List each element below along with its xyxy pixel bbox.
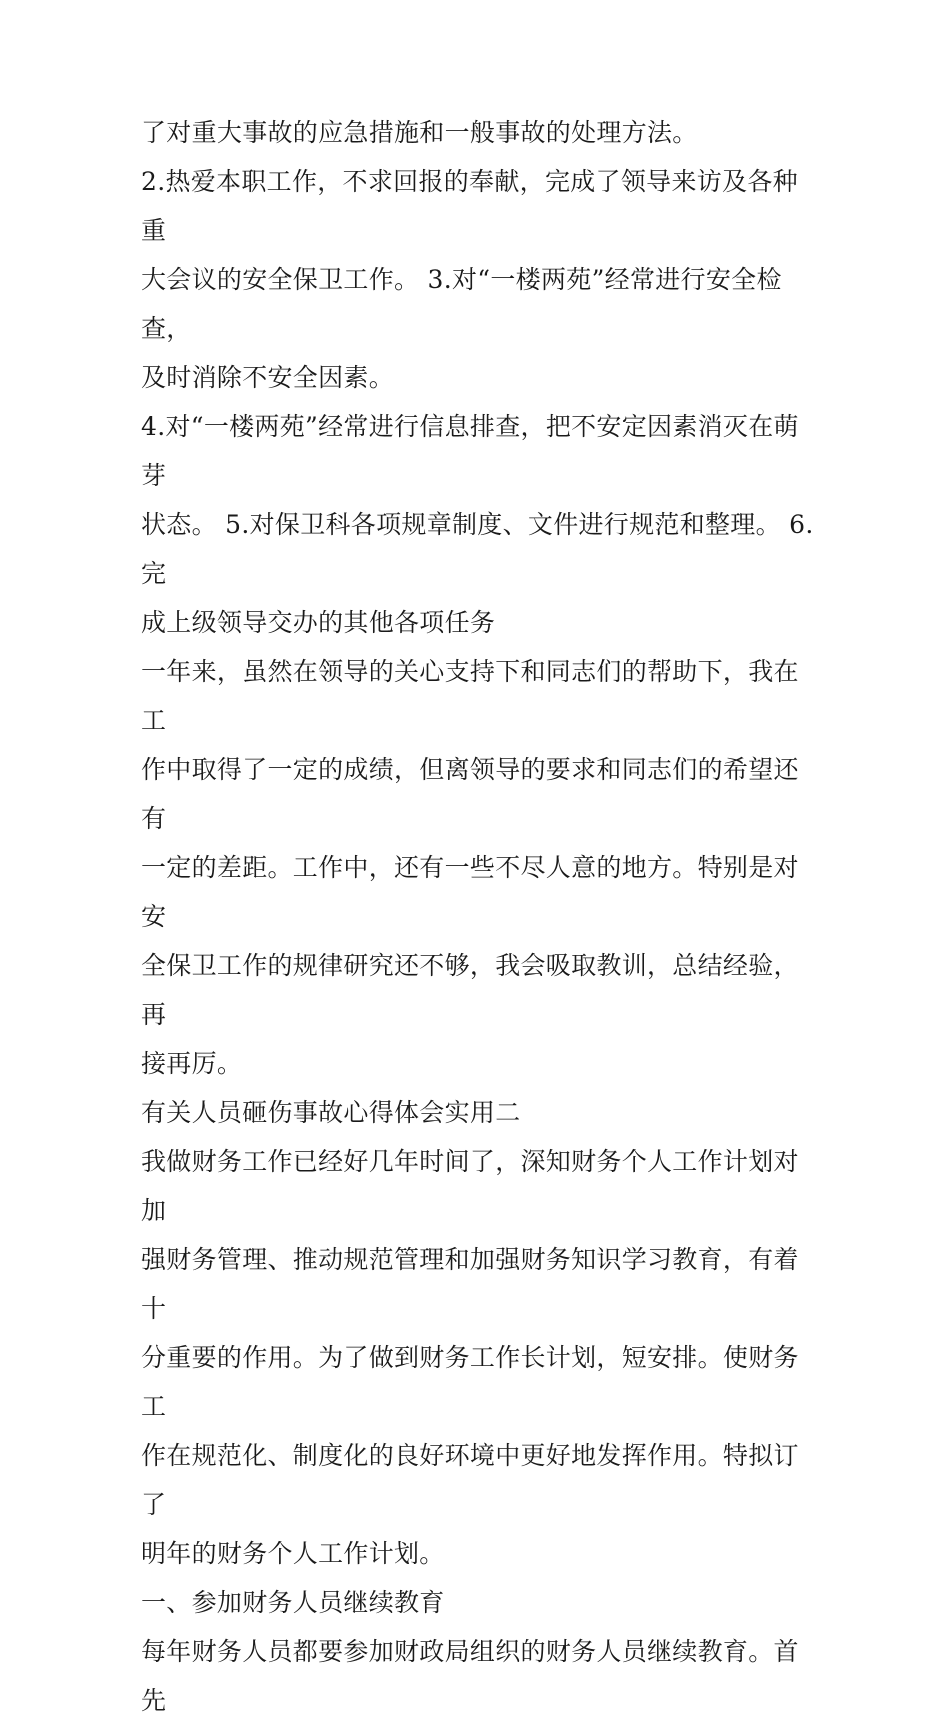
text-line: 作在规范化、制度化的良好环境中更好地发挥作用。特拟订了 <box>141 1441 799 1519</box>
text-line: 全保卫工作的规律研究还不够，我会吸取教训，总结经验，再 <box>141 951 799 1029</box>
text-line: 成上级领导交办的其他各项任务 <box>141 608 496 637</box>
text-line: 明年的财务个人工作计划。 <box>141 1539 445 1568</box>
text-line: 作中取得了一定的成绩，但离领导的要求和同志们的希望还有 <box>141 755 799 833</box>
text-line: 了对重大事故的应急措施和一般事故的处理方法。 <box>141 118 698 147</box>
text-line: 大会议的安全保卫工作。 3.对“一楼两苑”经常进行安全检查， <box>141 265 782 343</box>
section-heading: 有关人员砸伤事故心得体会实用二 <box>141 1098 521 1127</box>
text-line: 一年来，虽然在领导的关心支持下和同志们的帮助下，我在工 <box>141 657 799 735</box>
text-line: 状态。 5.对保卫科各项规章制度、文件进行规范和整理。 6.完 <box>141 510 814 588</box>
text-line: 2.热爱本职工作，不求回报的奉献，完成了领导来访及各种重 <box>141 167 798 245</box>
section-heading: 一、参加财务人员继续教育 <box>141 1588 445 1617</box>
text-line: 及时消除不安全因素。 <box>141 363 395 392</box>
text-line: 分重要的作用。为了做到财务工作长计划，短安排。使财务工 <box>141 1343 799 1421</box>
text-line: 接再厉。 <box>141 1049 243 1078</box>
document-body <box>141 108 821 1725</box>
text-line: 一定的差距。工作中，还有一些不尽人意的地方。特别是对安 <box>141 853 799 931</box>
text-line: 每年财务人员都要参加财政局组织的财务人员继续教育。首先 <box>141 1637 799 1715</box>
text-line: 强财务管理、推动规范管理和加强财务知识学习教育，有着十 <box>141 1245 799 1323</box>
text-line: 4.对“一楼两苑”经常进行信息排查，把不安定因素消灭在萌芽 <box>141 412 799 490</box>
text-line: 我做财务工作已经好几年时间了，深知财务个人工作计划对加 <box>141 1147 799 1225</box>
